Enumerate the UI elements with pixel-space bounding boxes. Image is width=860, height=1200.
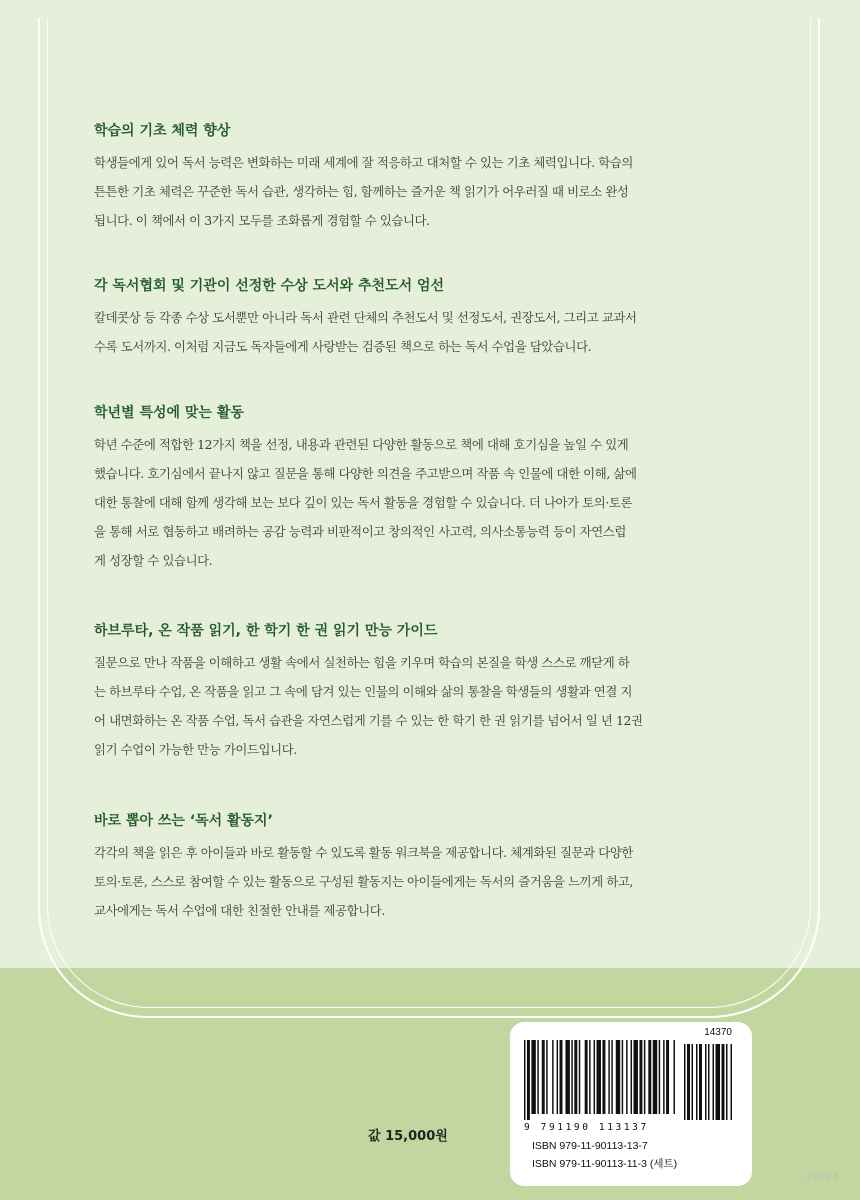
- body-line: 학년 수준에 적합한 12가지 책을 선정, 내용과 관련된 다양한 활동으로 책에 대해 호기심을 높일 수 있게: [94, 437, 629, 452]
- body-line: 칼데콧상 등 각종 수상 도서뿐만 아니라 독서 관련 단체의 추천도서 및 선정도서, 권장도서, 그리고 교과서: [94, 310, 637, 325]
- section-title: 각 독서협회 및 기관이 선정한 수상 도서와 추천도서 엄선: [94, 278, 445, 294]
- body-line: 는 하브루타 수업, 온 작품을 읽고 그 속에 담겨 있는 인물의 이해와 삶의 통찰을 학생들의 생활과 연결 지: [94, 684, 633, 699]
- body-line: 질문으로 만나 작품을 이해하고 생활 속에서 실천하는 힘을 키우며 학습의 본질을 학생 스스로 깨닫게 하: [94, 655, 630, 670]
- section-body: [94, 430, 772, 575]
- section-body: [94, 148, 772, 235]
- barcode-icon: [524, 1040, 738, 1122]
- watermark: yes24: [806, 1170, 840, 1183]
- section-body: [94, 648, 772, 764]
- section-title: 학습의 기초 체력 향상: [94, 123, 231, 139]
- body-line: 학생들에게 있어 독서 능력은 변화하는 미래 세계에 잘 적응하고 대처할 수 있는 기초 체력입니다. 학습의: [94, 155, 633, 170]
- section-body: [94, 838, 772, 925]
- isbn-label: ISBN 979-11-90113-13-7: [532, 1140, 648, 1152]
- section-title: 학년별 특성에 맞는 활동: [94, 405, 244, 421]
- body-line: 대한 통찰에 대해 함께 생각해 보는 보다 깊이 있는 독서 활동을 경험할 수 있습니다. 더 나아가 토의·토론: [94, 495, 633, 510]
- body-line: 됩니다. 이 책에서 이 3가지 모두를 조화롭게 경험할 수 있습니다.: [94, 213, 430, 228]
- body-line: 토의·토론, 스스로 참여할 수 있는 활동으로 구성된 활동지는 아이들에게는 독서의 즐거움을 느끼게 하고,: [94, 874, 633, 889]
- section-worksheet: [94, 810, 772, 925]
- section-guide: [94, 620, 772, 764]
- barcode-panel: [510, 1022, 752, 1186]
- barcode-digits: 9 791190 113137: [524, 1122, 649, 1133]
- body-line: 했습니다. 호기심에서 끝나지 않고 질문을 통해 다양한 의견을 주고받으며 작품 속 인물에 대한 이해, 삶에: [94, 466, 637, 481]
- body-line: 교사에게는 독서 수업에 대한 친절한 안내를 제공합니다.: [94, 903, 385, 918]
- section-award-books: [94, 275, 772, 361]
- body-line: 각각의 책을 읽은 후 아이들과 바로 활동할 수 있도록 활동 워크북을 제공합니다. 체계화된 질문과 다양한: [94, 845, 633, 860]
- body-line: 어 내면화하는 온 작품 수업, 독서 습관을 자연스럽게 기를 수 있는 한 학기 한 권 읽기를 넘어서 일 년 12권: [94, 713, 643, 728]
- body-line: 을 통해 서로 협동하고 배려하는 공감 능력과 비판적이고 창의적인 사고력, 의사소통능력 등이 자연스럽: [94, 524, 626, 539]
- price-label: 값 15,000원: [368, 1129, 448, 1144]
- section-basic-strength: [94, 120, 772, 235]
- section-grade-activities: [94, 402, 772, 575]
- body-line: 수록 도서까지. 이처럼 지금도 독자들에게 사랑받는 검증된 책으로 하는 독서 수업을 담았습니다.: [94, 339, 592, 354]
- body-line: 게 성장할 수 있습니다.: [94, 553, 213, 568]
- section-title: 하브루타, 온 작품 읽기, 한 학기 한 권 읽기 만능 가이드: [94, 623, 438, 639]
- body-line: 튼튼한 기초 체력은 꾸준한 독서 습관, 생각하는 힘, 함께하는 즐거운 책 읽기가 어우러질 때 비로소 완성: [94, 184, 629, 199]
- section-title: 바로 뽑아 쓰는 ‘독서 활동지’: [94, 813, 273, 829]
- isbn-set-label: ISBN 979-11-90113-11-3 (세트): [532, 1158, 678, 1170]
- barcode-add-on-code: 14370: [704, 1027, 732, 1038]
- body-line: 읽기 수업이 가능한 만능 가이드입니다.: [94, 742, 297, 757]
- section-body: [94, 303, 772, 361]
